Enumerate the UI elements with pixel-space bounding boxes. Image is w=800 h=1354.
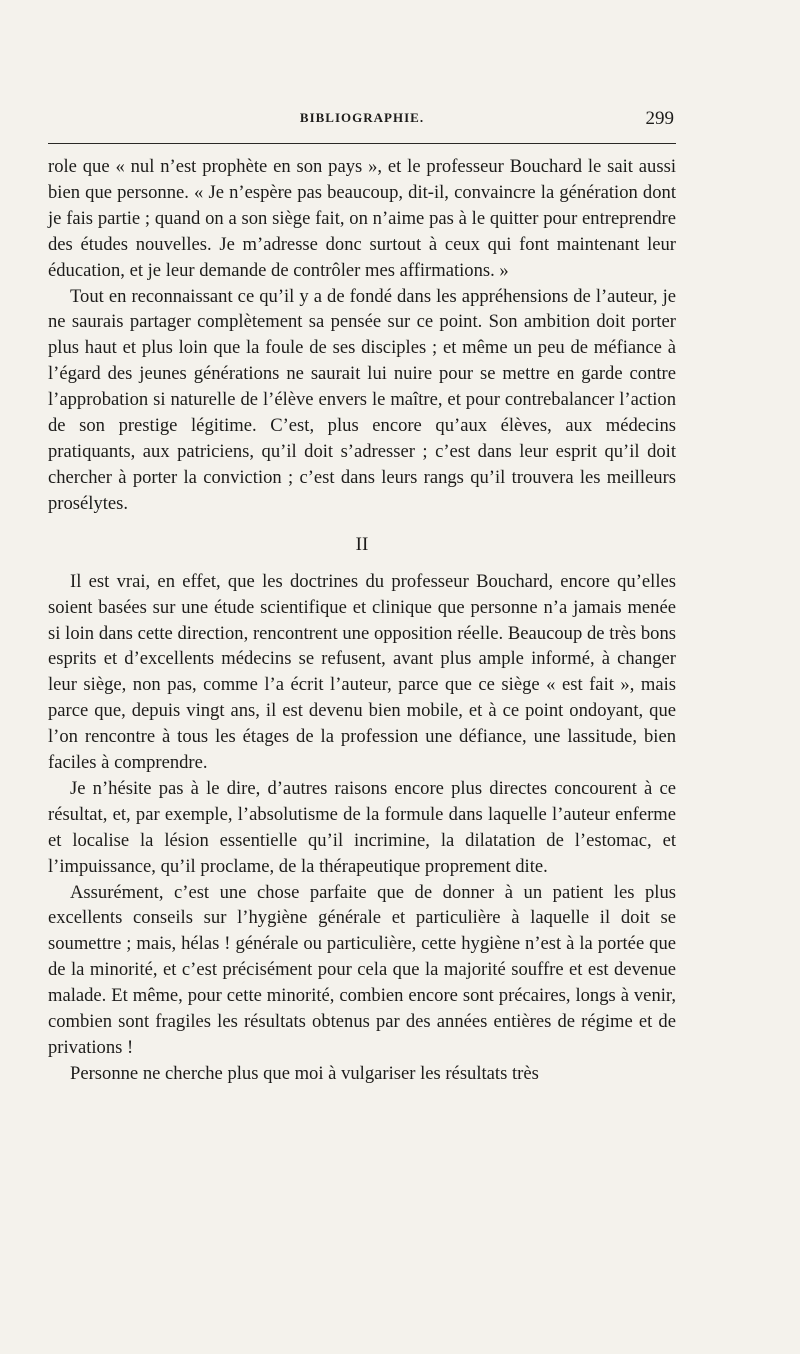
paragraph: Assurément, c’est une chose parfaite que de donner à un patient les plus excellents conseils sur l’hygiène générale et particulière à laquelle il doit se soumettre ; mais, hélas ! générale ou particulière, cette hygiène n’est à la portée que de la minorité, et c’est précisément pour cela que la majorité souffre et est devenue malade. Et même, pour cette minorité, combien encore sont précaires, longs à venir, combien sont fragiles les résultats obtenus par des années entières de régime et de privations !	[48, 881, 676, 1058]
section-heading: II	[355, 533, 369, 555]
page-number: 299	[645, 108, 674, 129]
body-text	[48, 154, 676, 1087]
running-header	[48, 108, 676, 130]
running-title: BIBLIOGRAPHIE.	[299, 110, 425, 125]
paragraph-continued: role que « nul n’est prophète en son pays », et le professeur Bouchard le sait aussi bien que personne. « Je n’espère pas beaucoup, dit-il, convaincre la génération dont je fais partie ; quand on a son siège fait, on n’aime pas à le quitter pour entreprendre des études nouvelles. Je m’adresse donc surtout à ceux qui font maintenant leur éducation, et je leur demande de contrôler mes affirmations. »	[48, 156, 676, 281]
paragraph: Personne ne cherche plus que moi à vulgariser les résultats très	[70, 1062, 539, 1084]
paragraph: Il est vrai, en effet, que les doctrines du professeur Bouchard, encore qu’elles soient basées sur une étude scientifique et clinique que personne n’a jamais menée si loin dans cette direction, rencontrent une opposition réelle. Beaucoup de très bons esprits et d’excellents médecins se refusent, avant plus ample informé, à changer leur siège, non pas, comme l’a écrit l’auteur, parce que ce siège « est fait », mais parce que, depuis vingt ans, il est devenu bien mobile, et à ce point ondoyant, que l’on rencontre à tous les étages de la profession une défiance, une lassitude, bien faciles à comprendre.	[48, 570, 676, 774]
paragraph: Tout en reconnaissant ce qu’il y a de fondé dans les appréhensions de l’auteur, je ne saurais partager complètement sa pensée sur ce point. Son ambition doit porter plus haut et plus loin que la foule de ses disciples ; et même un peu de méfiance à l’égard des jeunes générations ne saurait lui nuire pour se mettre en garde contre l’approbation si naturelle de l’élève envers le maître, et pour contrebalancer l’action de son prestige légitime. C’est, plus encore qu’aux élèves, aux médecins pratiquants, aux patriciens, qu’il doit s’adresser ; c’est dans leur esprit qu’il doit chercher à porter la conviction ; c’est dans leurs rangs qu’il trouvera les meilleurs prosélytes.	[48, 285, 676, 514]
header-rule	[48, 143, 676, 144]
paragraph: Je n’hésite pas à le dire, d’autres raisons encore plus directes concourent à ce résultat, et, par exemple, l’absolutisme de la formule dans laquelle l’auteur enferme et localise la lésion essentielle qu’il incrimine, la dilatation de l’estomac, et l’impuissance, qu’il proclame, de la thérapeutique proprement dite.	[48, 777, 676, 877]
